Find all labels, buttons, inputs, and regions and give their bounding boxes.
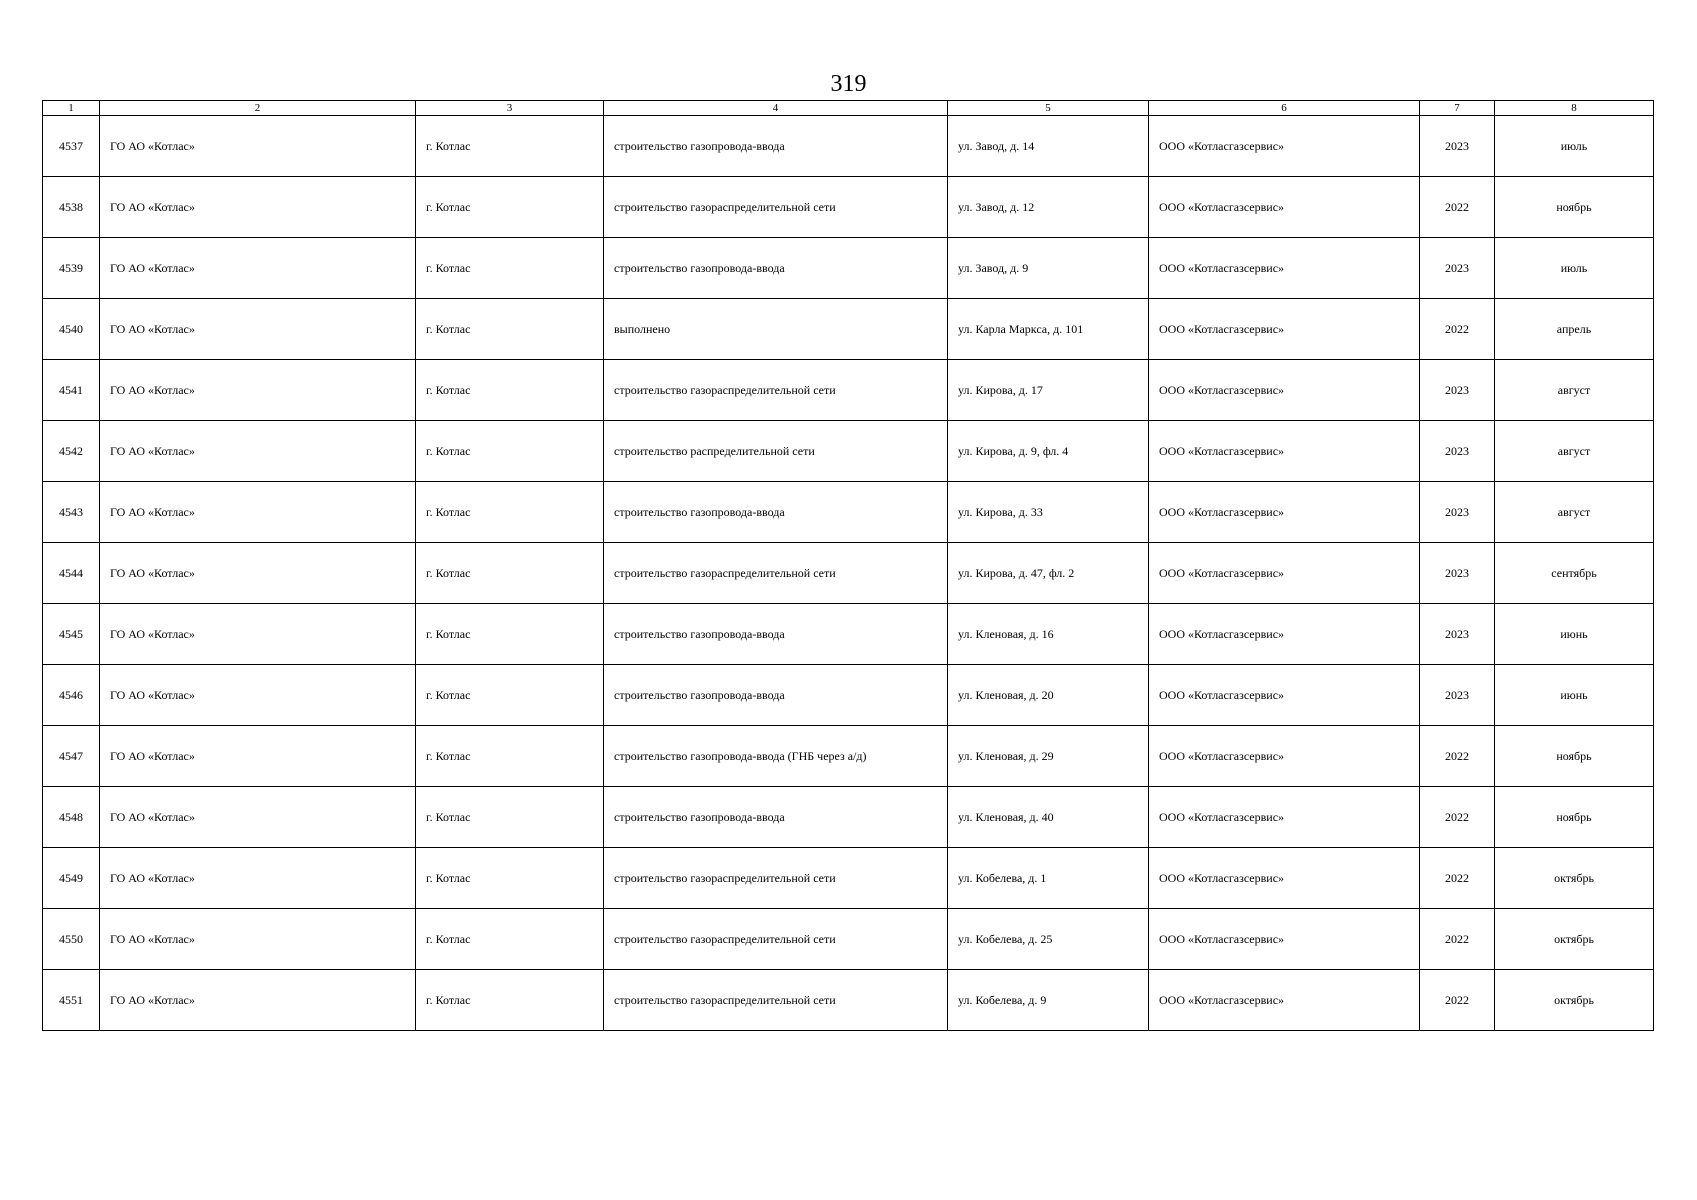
- table-row: [43, 909, 1654, 970]
- table-row: [43, 238, 1654, 299]
- cell-district: ГО АО «Котлас»: [100, 421, 416, 482]
- cell-settlement: г. Котлас: [416, 238, 604, 299]
- cell-settlement: г. Котлас: [416, 787, 604, 848]
- cell-address: ул. Кирова, д. 47, фл. 2: [948, 543, 1149, 604]
- column-header-4: 4: [604, 101, 948, 116]
- cell-district: ГО АО «Котлас»: [100, 177, 416, 238]
- table-row: [43, 848, 1654, 909]
- cell-organization: ООО «Котласгазсервис»: [1149, 116, 1420, 177]
- cell-year: 2022: [1420, 970, 1495, 1031]
- cell-work-type: строительство газопровода-ввода (ГНБ через а/д): [604, 726, 948, 787]
- table-row: [43, 299, 1654, 360]
- column-header-7: 7: [1420, 101, 1495, 116]
- cell-month: октябрь: [1495, 909, 1654, 970]
- cell-row-number: 4539: [43, 238, 100, 299]
- cell-settlement: г. Котлас: [416, 421, 604, 482]
- table-row: [43, 970, 1654, 1031]
- cell-settlement: г. Котлас: [416, 360, 604, 421]
- cell-year: 2023: [1420, 604, 1495, 665]
- cell-row-number: 4540: [43, 299, 100, 360]
- cell-district: ГО АО «Котлас»: [100, 116, 416, 177]
- cell-month: ноябрь: [1495, 787, 1654, 848]
- cell-address: ул. Кобелева, д. 25: [948, 909, 1149, 970]
- cell-work-type: строительство газопровода-ввода: [604, 116, 948, 177]
- cell-address: ул. Кленовая, д. 20: [948, 665, 1149, 726]
- cell-month: ноябрь: [1495, 177, 1654, 238]
- cell-row-number: 4551: [43, 970, 100, 1031]
- cell-work-type: строительство газопровода-ввода: [604, 604, 948, 665]
- cell-row-number: 4548: [43, 787, 100, 848]
- cell-address: ул. Кирова, д. 9, фл. 4: [948, 421, 1149, 482]
- cell-organization: ООО «Котласгазсервис»: [1149, 787, 1420, 848]
- cell-row-number: 4546: [43, 665, 100, 726]
- cell-organization: ООО «Котласгазсервис»: [1149, 726, 1420, 787]
- cell-address: ул. Кобелева, д. 9: [948, 970, 1149, 1031]
- cell-settlement: г. Котлас: [416, 848, 604, 909]
- table-row: [43, 726, 1654, 787]
- cell-address: ул. Кирова, д. 17: [948, 360, 1149, 421]
- cell-year: 2022: [1420, 299, 1495, 360]
- cell-work-type: строительство газораспределительной сети: [604, 970, 948, 1031]
- cell-work-type: строительство газопровода-ввода: [604, 482, 948, 543]
- cell-settlement: г. Котлас: [416, 970, 604, 1031]
- cell-work-type: строительство газопровода-ввода: [604, 238, 948, 299]
- cell-work-type: строительство газопровода-ввода: [604, 665, 948, 726]
- table-row: [43, 604, 1654, 665]
- cell-organization: ООО «Котласгазсервис»: [1149, 665, 1420, 726]
- cell-year: 2022: [1420, 848, 1495, 909]
- cell-organization: ООО «Котласгазсервис»: [1149, 970, 1420, 1031]
- cell-address: ул. Кленовая, д. 29: [948, 726, 1149, 787]
- cell-address: ул. Завод, д. 14: [948, 116, 1149, 177]
- cell-address: ул. Завод, д. 9: [948, 238, 1149, 299]
- table-row: [43, 421, 1654, 482]
- cell-row-number: 4543: [43, 482, 100, 543]
- cell-year: 2023: [1420, 482, 1495, 543]
- cell-settlement: г. Котлас: [416, 177, 604, 238]
- cell-address: ул. Кобелева, д. 1: [948, 848, 1149, 909]
- cell-row-number: 4537: [43, 116, 100, 177]
- data-table: [42, 100, 1654, 1031]
- cell-settlement: г. Котлас: [416, 116, 604, 177]
- cell-organization: ООО «Котласгазсервис»: [1149, 177, 1420, 238]
- cell-year: 2022: [1420, 787, 1495, 848]
- cell-month: август: [1495, 360, 1654, 421]
- cell-organization: ООО «Котласгазсервис»: [1149, 421, 1420, 482]
- cell-district: ГО АО «Котлас»: [100, 848, 416, 909]
- cell-year: 2023: [1420, 116, 1495, 177]
- cell-district: ГО АО «Котлас»: [100, 543, 416, 604]
- cell-year: 2023: [1420, 238, 1495, 299]
- cell-settlement: г. Котлас: [416, 604, 604, 665]
- cell-year: 2023: [1420, 665, 1495, 726]
- cell-organization: ООО «Котласгазсервис»: [1149, 238, 1420, 299]
- column-header-5: 5: [948, 101, 1149, 116]
- cell-month: апрель: [1495, 299, 1654, 360]
- cell-work-type: строительство газораспределительной сети: [604, 909, 948, 970]
- cell-row-number: 4545: [43, 604, 100, 665]
- cell-month: сентябрь: [1495, 543, 1654, 604]
- cell-work-type: строительство распределительной сети: [604, 421, 948, 482]
- cell-address: ул. Завод, д. 12: [948, 177, 1149, 238]
- cell-settlement: г. Котлас: [416, 299, 604, 360]
- cell-month: июнь: [1495, 665, 1654, 726]
- cell-district: ГО АО «Котлас»: [100, 299, 416, 360]
- cell-address: ул. Кленовая, д. 16: [948, 604, 1149, 665]
- cell-row-number: 4549: [43, 848, 100, 909]
- table-row: [43, 360, 1654, 421]
- cell-settlement: г. Котлас: [416, 726, 604, 787]
- table-row: [43, 177, 1654, 238]
- cell-row-number: 4541: [43, 360, 100, 421]
- table-row: [43, 665, 1654, 726]
- column-header-3: 3: [416, 101, 604, 116]
- cell-month: октябрь: [1495, 970, 1654, 1031]
- column-header-2: 2: [100, 101, 416, 116]
- cell-organization: ООО «Котласгазсервис»: [1149, 482, 1420, 543]
- cell-organization: ООО «Котласгазсервис»: [1149, 848, 1420, 909]
- cell-year: 2022: [1420, 726, 1495, 787]
- cell-district: ГО АО «Котлас»: [100, 726, 416, 787]
- header-row: [43, 101, 1654, 116]
- cell-month: октябрь: [1495, 848, 1654, 909]
- cell-row-number: 4544: [43, 543, 100, 604]
- cell-work-type: строительство газораспределительной сети: [604, 177, 948, 238]
- table-row: [43, 116, 1654, 177]
- column-header-6: 6: [1149, 101, 1420, 116]
- cell-work-type: выполнено: [604, 299, 948, 360]
- cell-month: июнь: [1495, 604, 1654, 665]
- cell-organization: ООО «Котласгазсервис»: [1149, 543, 1420, 604]
- table-row: [43, 787, 1654, 848]
- cell-district: ГО АО «Котлас»: [100, 665, 416, 726]
- cell-month: ноябрь: [1495, 726, 1654, 787]
- cell-settlement: г. Котлас: [416, 665, 604, 726]
- cell-district: ГО АО «Котлас»: [100, 360, 416, 421]
- cell-month: август: [1495, 421, 1654, 482]
- cell-organization: ООО «Котласгазсервис»: [1149, 604, 1420, 665]
- column-header-1: 1: [43, 101, 100, 116]
- cell-district: ГО АО «Котлас»: [100, 482, 416, 543]
- cell-settlement: г. Котлас: [416, 543, 604, 604]
- cell-organization: ООО «Котласгазсервис»: [1149, 909, 1420, 970]
- cell-address: ул. Кленовая, д. 40: [948, 787, 1149, 848]
- cell-address: ул. Кирова, д. 33: [948, 482, 1149, 543]
- cell-district: ГО АО «Котлас»: [100, 238, 416, 299]
- table-body: [43, 116, 1654, 1031]
- column-header-8: 8: [1495, 101, 1654, 116]
- cell-year: 2022: [1420, 909, 1495, 970]
- cell-organization: ООО «Котласгазсервис»: [1149, 299, 1420, 360]
- cell-address: ул. Карла Маркса, д. 101: [948, 299, 1149, 360]
- cell-year: 2023: [1420, 360, 1495, 421]
- cell-month: август: [1495, 482, 1654, 543]
- cell-district: ГО АО «Котлас»: [100, 970, 416, 1031]
- cell-district: ГО АО «Котлас»: [100, 787, 416, 848]
- table-row: [43, 543, 1654, 604]
- cell-month: июль: [1495, 238, 1654, 299]
- cell-year: 2023: [1420, 543, 1495, 604]
- cell-work-type: строительство газораспределительной сети: [604, 360, 948, 421]
- cell-district: ГО АО «Котлас»: [100, 909, 416, 970]
- cell-settlement: г. Котлас: [416, 909, 604, 970]
- cell-work-type: строительство газораспределительной сети: [604, 848, 948, 909]
- cell-row-number: 4547: [43, 726, 100, 787]
- cell-row-number: 4550: [43, 909, 100, 970]
- cell-organization: ООО «Котласгазсервис»: [1149, 360, 1420, 421]
- cell-settlement: г. Котлас: [416, 482, 604, 543]
- cell-year: 2022: [1420, 177, 1495, 238]
- cell-year: 2023: [1420, 421, 1495, 482]
- cell-district: ГО АО «Котлас»: [100, 604, 416, 665]
- table-row: [43, 482, 1654, 543]
- cell-row-number: 4538: [43, 177, 100, 238]
- cell-row-number: 4542: [43, 421, 100, 482]
- cell-work-type: строительство газопровода-ввода: [604, 787, 948, 848]
- cell-month: июль: [1495, 116, 1654, 177]
- cell-work-type: строительство газораспределительной сети: [604, 543, 948, 604]
- page-number: 319: [830, 71, 867, 97]
